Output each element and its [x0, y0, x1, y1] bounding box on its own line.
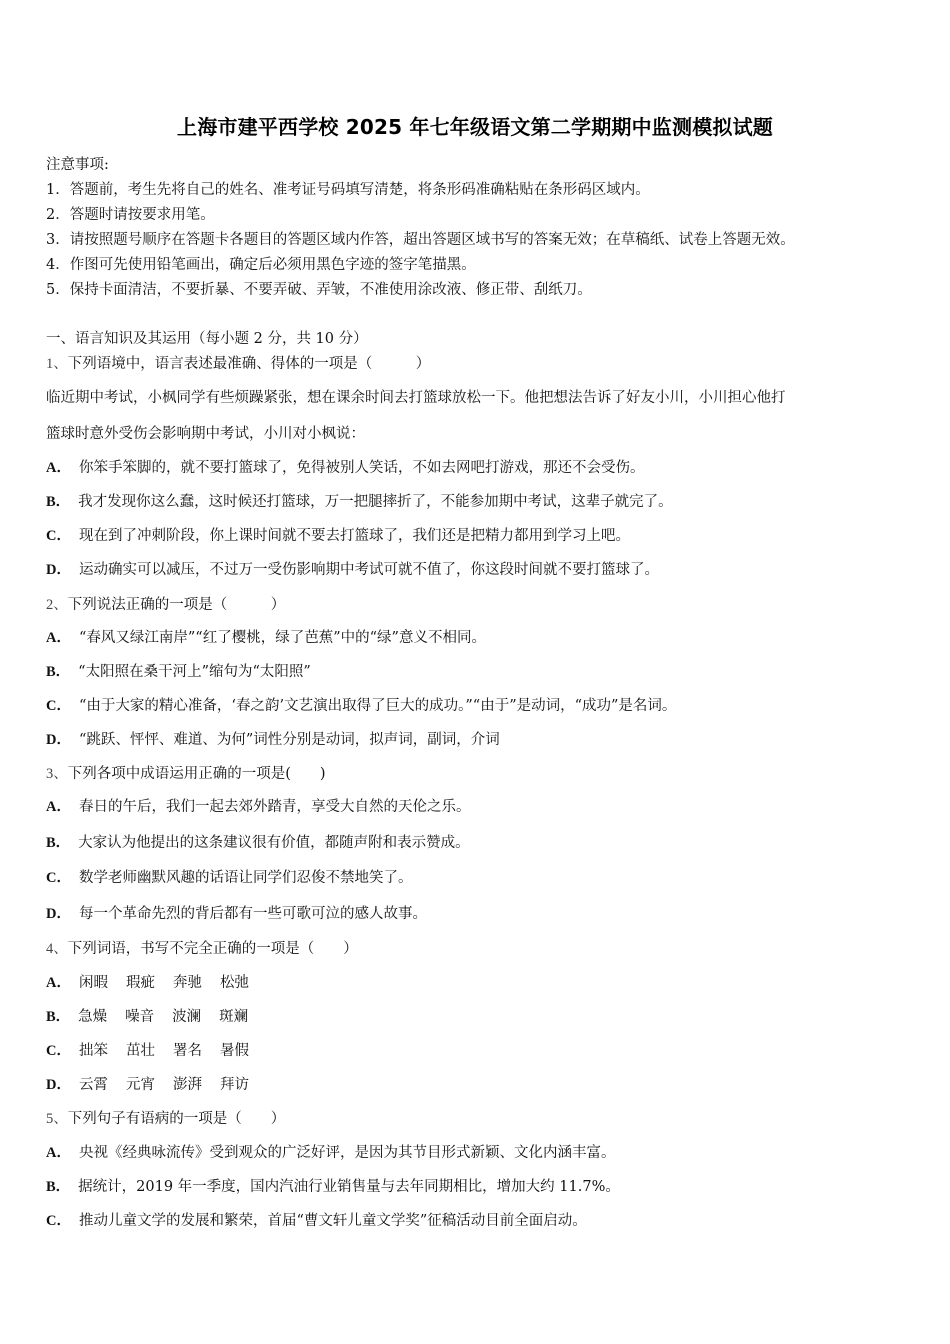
option-letter: B．: [46, 1009, 71, 1025]
notice-item: 3．请按照题号顺序在答题卡各题目的答题区域内作答，超出答题区域书写的答案无效；在草稿纸、试卷上答题无效。: [46, 232, 795, 248]
question-number: 4、: [46, 941, 68, 957]
notice-item: 1．答题前，考生先将自己的姓名、准考证号码填写清楚，将条形码准确粘贴在条形码区域内。: [46, 182, 650, 198]
question-context: 临近期中考试，小枫同学有些烦躁紧张，想在课余时间去打篮球放松一下。他把想法告诉了好友小川，小川担心他打: [46, 390, 786, 406]
word: 拜访: [219, 1077, 249, 1093]
option-b: [46, 1005, 266, 1026]
option-a: [46, 1141, 615, 1162]
option-letter: C．: [46, 698, 71, 714]
question-stem: [46, 937, 358, 958]
option-text: 春日的午后，我们一起去郊外踏青，享受大自然的天伦之乐。: [78, 799, 471, 815]
option-letter: A．: [46, 799, 71, 815]
option-b: [46, 490, 673, 511]
question-number: 1、: [46, 356, 68, 372]
option-c: [46, 694, 676, 715]
word: 云霄: [78, 1077, 108, 1093]
option-text: 你笨手笨脚的，就不要打篮球了，免得被别人笑话，不如去网吧打游戏，那还不会受伤。: [78, 460, 645, 476]
option-letter: D．: [46, 732, 71, 748]
option-c: [46, 1039, 267, 1060]
option-a: [46, 626, 486, 647]
word: 茁壮: [125, 1043, 155, 1059]
option-letter: B．: [46, 664, 71, 680]
option-d: [46, 902, 427, 923]
option-letter: A．: [46, 1145, 71, 1161]
question-context: 篮球时意外受伤会影响期中考试，小川对小枫说：: [46, 426, 365, 442]
word: 澎湃: [172, 1077, 202, 1093]
section-heading: 一、语言知识及其运用（每小题 2 分，共 10 分）: [46, 331, 368, 347]
question-text: 下列各项中成语运用正确的一项是( ): [67, 766, 326, 782]
question-stem: [46, 762, 326, 783]
word: 波澜: [172, 1009, 202, 1025]
option-letter: C．: [46, 1043, 71, 1059]
word: 斑斓: [219, 1009, 249, 1025]
option-text: 据统计，2019 年一季度，国内汽油行业销售量与去年同期相比，增加大约 11.7%。: [78, 1179, 620, 1195]
option-letter: D．: [46, 562, 71, 578]
question-text: 下列说法正确的一项是（ ）: [67, 597, 286, 613]
word: 元宵: [125, 1077, 155, 1093]
option-letter: A．: [46, 630, 71, 646]
option-b: [46, 660, 311, 681]
notice-heading: 注意事项:: [46, 157, 109, 173]
notice-item: 4．作图可先使用铅笔画出，确定后必须用黑色字迹的签字笔描黑。: [46, 257, 476, 273]
question-stem: [46, 1107, 285, 1128]
option-text: 大家认为他提出的这条建议很有价值，都随声附和表示赞成。: [78, 835, 470, 851]
word: 噪音: [125, 1009, 155, 1025]
word: 奔驰: [172, 975, 202, 991]
option-text: “春风又绿江南岸”“红了樱桃，绿了芭蕉”中的“绿”意义不相同。: [78, 630, 486, 646]
option-letter: C．: [46, 528, 71, 544]
option-d: [46, 728, 500, 749]
question-stem: [46, 593, 285, 614]
word: 急燥: [78, 1009, 108, 1025]
option-a: [46, 456, 644, 477]
option-text: 我才发现你这么蠢，这时候还打篮球，万一把腿摔折了，不能参加期中考试，这辈子就完了。: [78, 494, 673, 510]
option-letter: C．: [46, 870, 71, 886]
option-c: [46, 524, 630, 545]
option-text: 数学老师幽默风趣的话语让同学们忍俊不禁地笑了。: [78, 870, 413, 886]
option-text: 现在到了冲刺阶段，你上课时间就不要去打篮球了，我们还是把精力都用到学习上吧。: [78, 528, 630, 544]
question-text: 下列词语，书写不完全正确的一项是（ ）: [67, 941, 358, 957]
question-number: 3、: [46, 766, 68, 782]
option-letter: D．: [46, 906, 71, 922]
option-b: [46, 1175, 620, 1196]
option-letter: B．: [46, 1179, 71, 1195]
word: 松弛: [219, 975, 249, 991]
option-a: [46, 795, 470, 816]
option-text: 推动儿童文学的发展和繁荣，首届“曹文轩儿童文学奖”征稿活动目前全面启动。: [78, 1213, 587, 1229]
question-stem: [46, 352, 430, 373]
notice-item: 5．保持卡面清洁，不要折暴、不要弄破、弄皱，不准使用涂改液、修正带、刮纸刀。: [46, 282, 592, 298]
option-c: [46, 1209, 587, 1230]
option-text: “由于大家的精心准备，‘春之韵’文艺演出取得了巨大的成功。”“由于”是动词，“成功”是名词。: [78, 698, 677, 714]
page-title: 上海市建平西学校 2025 年七年级语文第二学期期中监测模拟试题: [177, 115, 773, 139]
question-text: 下列句子有语病的一项是（ ）: [67, 1111, 286, 1127]
question-number: 5、: [46, 1111, 68, 1127]
option-a: [46, 971, 267, 992]
option-text: 每一个革命先烈的背后都有一些可歌可泣的感人故事。: [78, 906, 427, 922]
word: 瑕疵: [125, 975, 155, 991]
option-letter: C．: [46, 1213, 71, 1229]
notice-item: 2．答题时请按要求用笔。: [46, 207, 215, 223]
word: 闲暇: [78, 975, 108, 991]
question-number: 2、: [46, 597, 68, 613]
option-letter: B．: [46, 494, 71, 510]
option-b: [46, 831, 470, 852]
option-d: [46, 558, 659, 579]
option-letter: A．: [46, 975, 71, 991]
option-letter: A．: [46, 460, 71, 476]
word: 拙笨: [78, 1043, 108, 1059]
option-c: [46, 866, 412, 887]
word: 署名: [172, 1043, 202, 1059]
option-text: “跳跃、怦怦、难道、为何”词性分别是动词，拟声词，副词，介词: [78, 732, 500, 748]
option-text: 央视《经典咏流传》受到观众的广泛好评，是因为其节目形式新颖、文化内涵丰富。: [78, 1145, 616, 1161]
option-d: [46, 1073, 267, 1094]
question-text: 下列语境中，语言表述最准确、得体的一项是（ ）: [67, 356, 431, 372]
word: 暑假: [219, 1043, 249, 1059]
option-letter: B．: [46, 835, 71, 851]
option-text: “太阳照在桑干河上”缩句为“太阳照”: [78, 664, 311, 680]
option-text: 运动确实可以减压，不过万一受伤影响期中考试可就不值了，你这段时间就不要打篮球了。: [78, 562, 659, 578]
option-letter: D．: [46, 1077, 71, 1093]
